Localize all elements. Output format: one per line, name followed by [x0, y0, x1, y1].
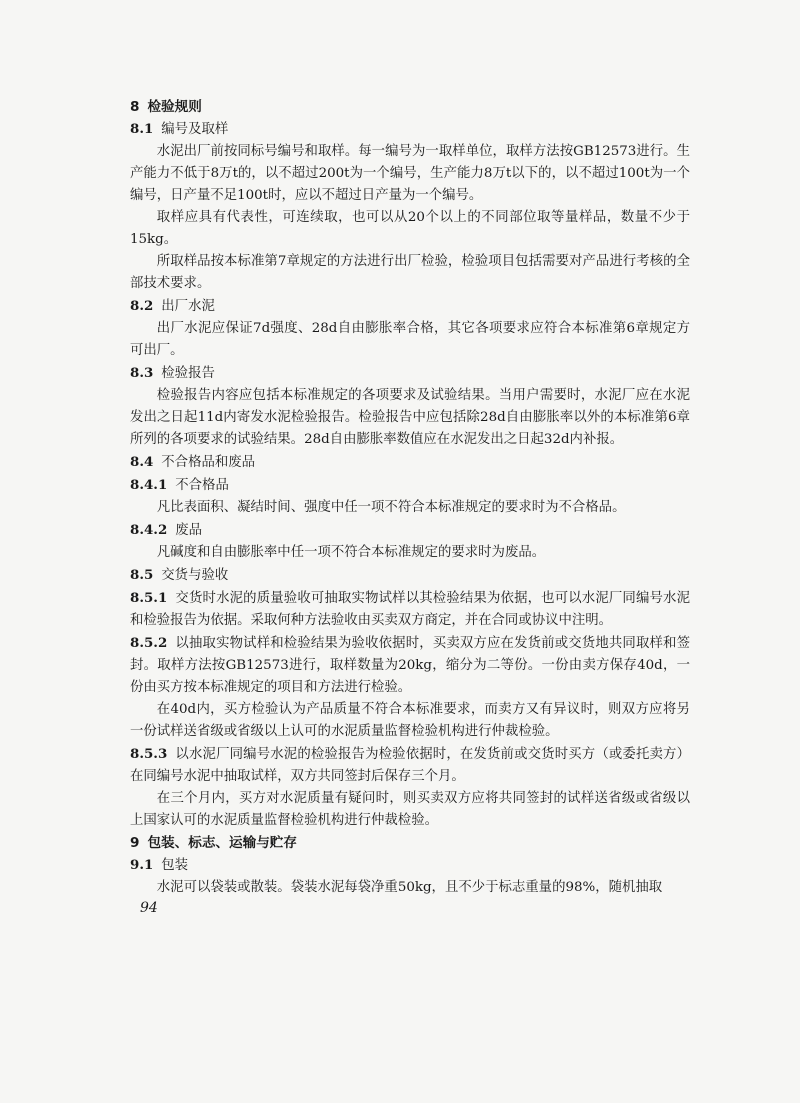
section-8-4-2-heading	[130, 519, 690, 542]
paragraph: 凡碱度和自由膨胀率中任一项不符合本标准规定的要求时为废品。	[156, 545, 546, 560]
clause-text: 交货时水泥的质量验收可抽取实物试样以其检验结果为依据，也可以水泥厂同编号水泥和检验报告为依据。采取何种方法验收由买卖双方商定，并在合同或协议中注明。	[130, 591, 690, 628]
section-title: 检验报告	[161, 366, 215, 381]
paragraph: 所取样品按本标准第7章规定的方法进行出厂检验，检验项目包括需要对产品进行考核的全部技术要求。	[130, 254, 690, 291]
section-number: 8.4.2	[130, 522, 168, 538]
section-title: 包装	[161, 858, 189, 873]
section-number: 9.1	[130, 857, 154, 873]
section-title: 交货与验收	[161, 568, 229, 583]
section-title: 包装、标志、运输与贮存	[147, 835, 297, 851]
clause-8-5-2	[130, 632, 690, 699]
section-8-5-heading	[130, 564, 690, 587]
section-number: 8.4	[130, 454, 154, 470]
paragraph: 在40d内，买方检验认为产品质量不符合本标准要求，而卖方又有异议时，则双方应将另一份试样送省级或省级以上认可的水泥质量监督检验机构进行仲裁检验。	[130, 702, 690, 739]
section-title: 检验规则	[147, 99, 202, 115]
section-8-4-heading	[130, 451, 690, 474]
section-8-1-heading	[130, 118, 690, 141]
clause-8-5-3	[130, 743, 690, 788]
clause-8-5-1	[130, 587, 690, 632]
section-number: 8	[130, 99, 140, 115]
paragraph: 取样应具有代表性，可连续取，也可以从20个以上的不同部位取等量样品，数量不少于15kg。	[130, 210, 690, 247]
clause-text: 以抽取实物试样和检验结果为验收依据时，买卖双方应在发货前或交货地共同取样和签封。取样方法按GB12573进行，取样数量为20kg，缩分为二等份。一份由卖方保存40d，一份由买方按本标准规定的项目和方法进行检验。	[130, 636, 690, 695]
page-content	[130, 96, 690, 899]
section-number: 8.4.1	[130, 477, 168, 493]
clause-text: 以水泥厂同编号水泥的检验报告为检验依据时，在发货前或交货时买方（或委托卖方）在同编号水泥中抽取试样，双方共同签封后保存三个月。	[130, 747, 690, 784]
paragraph: 水泥可以袋装或散装。袋装水泥每袋净重50kg，且不少于标志重量的98%，随机抽取	[156, 880, 663, 895]
section-title: 废品	[175, 523, 203, 538]
section-title: 编号及取样	[161, 122, 229, 137]
section-title: 不合格品	[175, 478, 229, 493]
section-number: 9	[130, 835, 140, 851]
paragraph: 凡比表面积、凝结时间、强度中任一项不符合本标准规定的要求时为不合格品。	[156, 500, 626, 515]
section-8-heading	[130, 96, 690, 118]
page-number: 94	[140, 900, 158, 916]
section-number: 8.3	[130, 365, 154, 381]
section-title: 不合格品和废品	[161, 455, 256, 470]
section-title: 出厂水泥	[161, 299, 215, 314]
section-9-1-heading	[130, 854, 690, 877]
section-number: 8.5.2	[130, 635, 168, 651]
section-number: 8.5.3	[130, 746, 168, 762]
section-8-4-1-heading	[130, 474, 690, 497]
section-number: 8.5.1	[130, 590, 168, 606]
section-9-heading	[130, 832, 690, 854]
section-8-3-heading	[130, 362, 690, 385]
paragraph: 在三个月内，买方对水泥质量有疑问时，则买卖双方应将共同签封的试样送省级或省级以上国家认可的水泥质量监督检验机构进行仲裁检验。	[130, 791, 690, 828]
paragraph: 出厂水泥应保证7d强度、28d自由膨胀率合格，其它各项要求应符合本标准第6章规定方可出厂。	[130, 321, 690, 358]
section-8-2-heading	[130, 295, 690, 318]
section-number: 8.2	[130, 298, 154, 314]
paragraph: 水泥出厂前按同标号编号和取样。每一编号为一取样单位，取样方法按GB12573进行。生产能力不低于8万t的，以不超过200t为一个编号，生产能力8万t以下的，以不超过100t为一个编号，日产量不足100t时，应以不超过日产量为一个编号。	[130, 144, 690, 203]
section-number: 8.1	[130, 121, 154, 137]
section-number: 8.5	[130, 567, 154, 583]
paragraph: 检验报告内容应包括本标准规定的各项要求及试验结果。当用户需要时，水泥厂应在水泥发出之日起11d内寄发水泥检验报告。检验报告中应包括除28d自由膨胀率以外的本标准第6章所列的各项要求的试验结果。28d自由膨胀率数值应在水泥发出之日起32d内补报。	[130, 388, 690, 447]
